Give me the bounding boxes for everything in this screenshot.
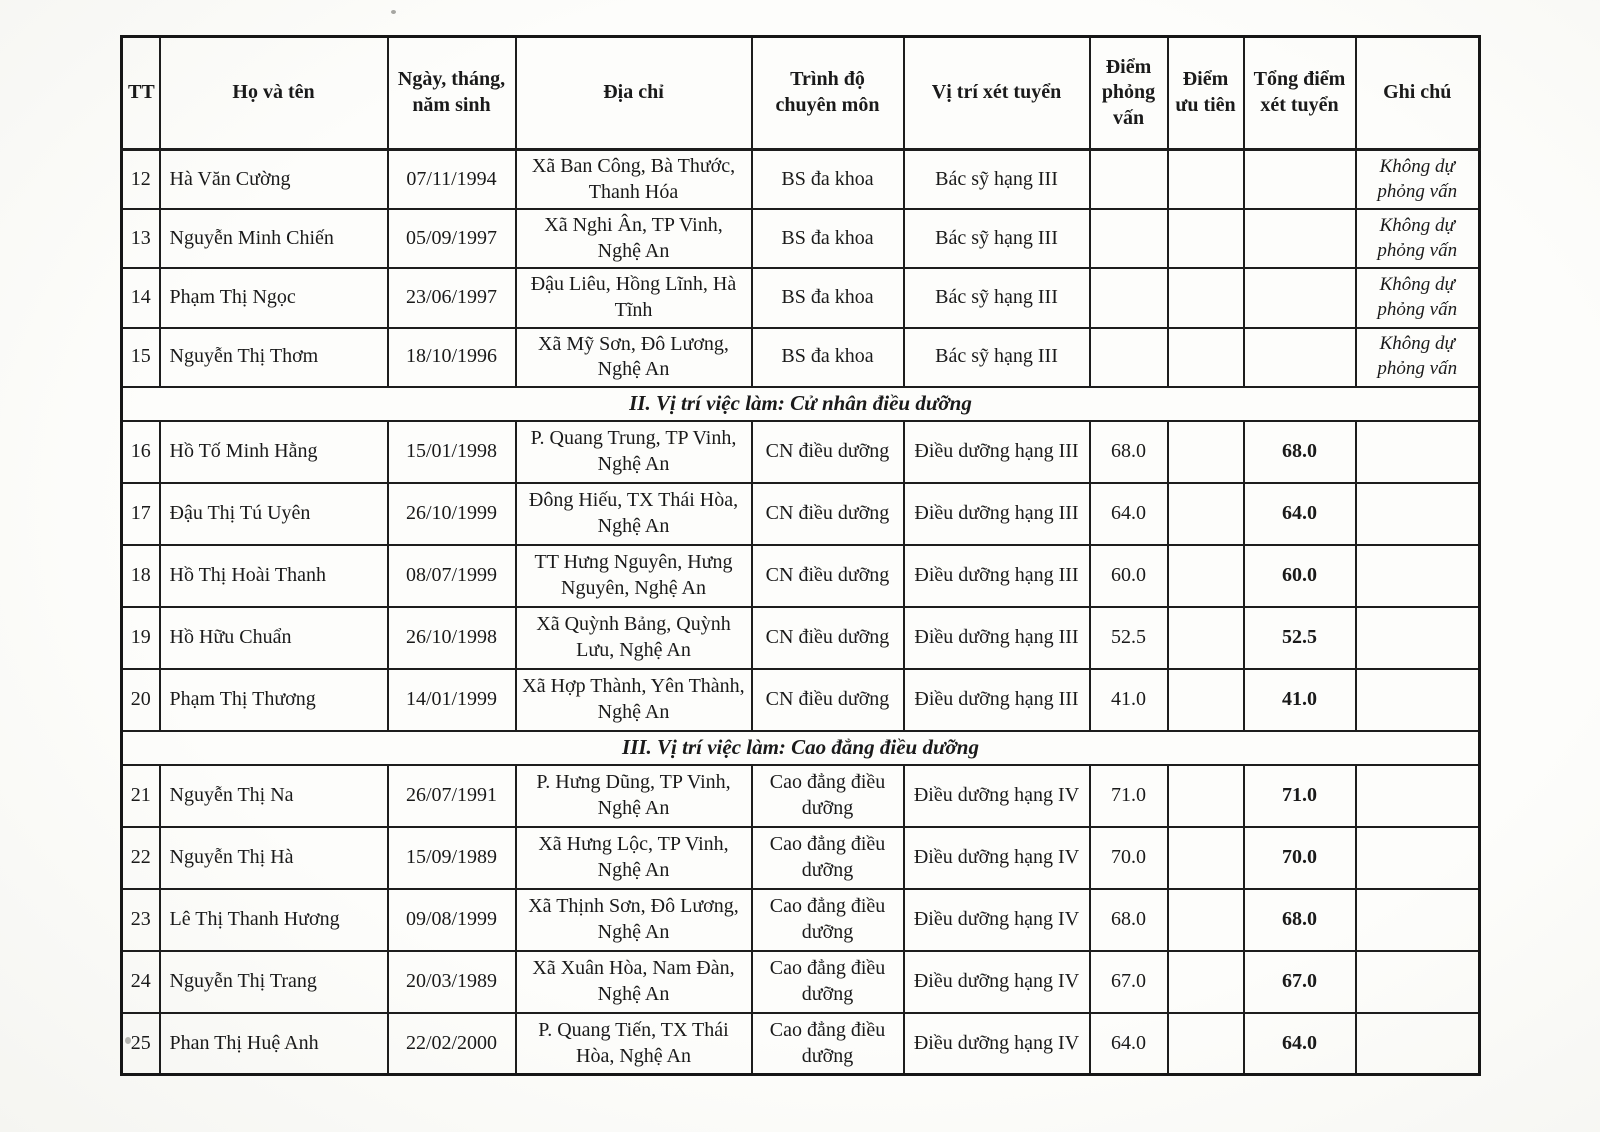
candidate-results-table bbox=[120, 35, 1481, 1076]
cell-dob: 09/08/1999 bbox=[388, 889, 516, 951]
cell-dob: 08/07/1999 bbox=[388, 545, 516, 607]
cell-qualification: CN điều dưỡng bbox=[752, 607, 904, 669]
cell-position: Điều dưỡng hạng III bbox=[904, 607, 1090, 669]
cell-position: Điều dưỡng hạng IV bbox=[904, 1013, 1090, 1075]
cell-name: Lê Thị Thanh Hương bbox=[160, 889, 388, 951]
cell-address: P. Hưng Dũng, TP Vinh, Nghệ An bbox=[516, 765, 752, 827]
cell-qualification: BS đa khoa bbox=[752, 268, 904, 327]
cell-dob: 20/03/1989 bbox=[388, 951, 516, 1013]
cell-name: Nguyễn Thị Trang bbox=[160, 951, 388, 1013]
cell-priority-score bbox=[1168, 669, 1244, 731]
cell-qualification: BS đa khoa bbox=[752, 150, 904, 210]
cell-priority-score bbox=[1168, 268, 1244, 327]
cell-interview-score bbox=[1090, 150, 1168, 210]
cell-priority-score bbox=[1168, 209, 1244, 268]
cell-interview-score: 64.0 bbox=[1090, 1013, 1168, 1075]
col-header-dob: Ngày, tháng, năm sinh bbox=[388, 37, 516, 150]
table-row bbox=[122, 669, 1480, 731]
section-header: II. Vị trí việc làm: Cử nhân điều dưỡng bbox=[122, 387, 1480, 421]
cell-name: Nguyễn Minh Chiến bbox=[160, 209, 388, 268]
cell-qualification: Cao đẳng điều dưỡng bbox=[752, 1013, 904, 1075]
cell-interview-score bbox=[1090, 328, 1168, 387]
cell-tt: 15 bbox=[122, 328, 160, 387]
cell-qualification: Cao đẳng điều dưỡng bbox=[752, 951, 904, 1013]
cell-position: Điều dưỡng hạng III bbox=[904, 421, 1090, 483]
col-header-address: Địa chỉ bbox=[516, 37, 752, 150]
cell-note bbox=[1356, 421, 1480, 483]
cell-total-score: 64.0 bbox=[1244, 483, 1356, 545]
cell-total-score bbox=[1244, 328, 1356, 387]
col-header-qualification: Trình độ chuyên môn bbox=[752, 37, 904, 150]
col-header-position: Vị trí xét tuyển bbox=[904, 37, 1090, 150]
cell-position: Bác sỹ hạng III bbox=[904, 150, 1090, 210]
cell-name: Hồ Tố Minh Hằng bbox=[160, 421, 388, 483]
cell-interview-score: 41.0 bbox=[1090, 669, 1168, 731]
cell-qualification: CN điều dưỡng bbox=[752, 421, 904, 483]
cell-position: Điều dưỡng hạng III bbox=[904, 545, 1090, 607]
cell-total-score: 41.0 bbox=[1244, 669, 1356, 731]
cell-interview-score: 67.0 bbox=[1090, 951, 1168, 1013]
cell-priority-score bbox=[1168, 1013, 1244, 1075]
cell-address: TT Hưng Nguyên, Hưng Nguyên, Nghệ An bbox=[516, 545, 752, 607]
cell-qualification: BS đa khoa bbox=[752, 328, 904, 387]
cell-note: Không dự phỏng vấn bbox=[1356, 268, 1480, 327]
cell-address: Xã Hợp Thành, Yên Thành, Nghệ An bbox=[516, 669, 752, 731]
cell-position: Điều dưỡng hạng IV bbox=[904, 889, 1090, 951]
cell-position: Điều dưỡng hạng IV bbox=[904, 951, 1090, 1013]
table-row bbox=[122, 328, 1480, 387]
cell-address: Xã Quỳnh Bảng, Quỳnh Lưu, Nghệ An bbox=[516, 607, 752, 669]
table-row bbox=[122, 1013, 1480, 1075]
cell-total-score: 68.0 bbox=[1244, 421, 1356, 483]
cell-total-score: 67.0 bbox=[1244, 951, 1356, 1013]
table-row bbox=[122, 827, 1480, 889]
cell-dob: 14/01/1999 bbox=[388, 669, 516, 731]
cell-dob: 22/02/2000 bbox=[388, 1013, 516, 1075]
cell-total-score bbox=[1244, 150, 1356, 210]
col-header-priority-score: Điểm ưu tiên bbox=[1168, 37, 1244, 150]
cell-qualification: CN điều dưỡng bbox=[752, 669, 904, 731]
table-row bbox=[122, 545, 1480, 607]
cell-position: Điều dưỡng hạng III bbox=[904, 483, 1090, 545]
cell-name: Phạm Thị Thương bbox=[160, 669, 388, 731]
cell-dob: 23/06/1997 bbox=[388, 268, 516, 327]
table-row bbox=[122, 268, 1480, 327]
cell-priority-score bbox=[1168, 545, 1244, 607]
col-header-tt: TT bbox=[122, 37, 160, 150]
cell-note bbox=[1356, 483, 1480, 545]
cell-address: P. Quang Tiến, TX Thái Hòa, Nghệ An bbox=[516, 1013, 752, 1075]
cell-dob: 15/01/1998 bbox=[388, 421, 516, 483]
cell-position: Điều dưỡng hạng IV bbox=[904, 765, 1090, 827]
cell-name: Phạm Thị Ngọc bbox=[160, 268, 388, 327]
cell-dob: 15/09/1989 bbox=[388, 827, 516, 889]
cell-address: Xã Nghi Ân, TP Vinh, Nghệ An bbox=[516, 209, 752, 268]
cell-dob: 07/11/1994 bbox=[388, 150, 516, 210]
table-row bbox=[122, 889, 1480, 951]
cell-address: Xã Hưng Lộc, TP Vinh, Nghệ An bbox=[516, 827, 752, 889]
section-header-row bbox=[122, 387, 1480, 421]
cell-name: Nguyễn Thị Hà bbox=[160, 827, 388, 889]
cell-interview-score bbox=[1090, 268, 1168, 327]
cell-position: Điều dưỡng hạng III bbox=[904, 669, 1090, 731]
cell-total-score: 70.0 bbox=[1244, 827, 1356, 889]
cell-qualification: Cao đẳng điều dưỡng bbox=[752, 889, 904, 951]
cell-priority-score bbox=[1168, 765, 1244, 827]
cell-priority-score bbox=[1168, 421, 1244, 483]
header-row bbox=[122, 37, 1480, 150]
cell-address: Đậu Liêu, Hồng Lĩnh, Hà Tĩnh bbox=[516, 268, 752, 327]
cell-priority-score bbox=[1168, 150, 1244, 210]
cell-interview-score: 60.0 bbox=[1090, 545, 1168, 607]
cell-total-score: 52.5 bbox=[1244, 607, 1356, 669]
cell-tt: 24 bbox=[122, 951, 160, 1013]
cell-address: Đông Hiếu, TX Thái Hòa, Nghệ An bbox=[516, 483, 752, 545]
cell-dob: 18/10/1996 bbox=[388, 328, 516, 387]
cell-dob: 26/10/1998 bbox=[388, 607, 516, 669]
cell-position: Bác sỹ hạng III bbox=[904, 268, 1090, 327]
cell-name: Hồ Thị Hoài Thanh bbox=[160, 545, 388, 607]
cell-qualification: Cao đẳng điều dưỡng bbox=[752, 827, 904, 889]
cell-position: Điều dưỡng hạng IV bbox=[904, 827, 1090, 889]
table-row bbox=[122, 421, 1480, 483]
cell-dob: 05/09/1997 bbox=[388, 209, 516, 268]
cell-address: Xã Mỹ Sơn, Đô Lương, Nghệ An bbox=[516, 328, 752, 387]
section-header: III. Vị trí việc làm: Cao đẳng điều dưỡng bbox=[122, 731, 1480, 765]
cell-total-score: 60.0 bbox=[1244, 545, 1356, 607]
cell-total-score: 68.0 bbox=[1244, 889, 1356, 951]
cell-interview-score: 64.0 bbox=[1090, 483, 1168, 545]
cell-note bbox=[1356, 951, 1480, 1013]
cell-tt: 19 bbox=[122, 607, 160, 669]
cell-interview-score: 52.5 bbox=[1090, 607, 1168, 669]
table-row bbox=[122, 607, 1480, 669]
cell-note bbox=[1356, 889, 1480, 951]
cell-note: Không dự phỏng vấn bbox=[1356, 328, 1480, 387]
scan-artifact-dot bbox=[391, 10, 396, 14]
cell-tt: 20 bbox=[122, 669, 160, 731]
cell-note bbox=[1356, 607, 1480, 669]
cell-tt: 14 bbox=[122, 268, 160, 327]
cell-note bbox=[1356, 827, 1480, 889]
cell-interview-score: 68.0 bbox=[1090, 421, 1168, 483]
cell-address: Xã Ban Công, Bà Thước, Thanh Hóa bbox=[516, 150, 752, 210]
cell-tt: 13 bbox=[122, 209, 160, 268]
cell-note bbox=[1356, 1013, 1480, 1075]
cell-dob: 26/10/1999 bbox=[388, 483, 516, 545]
cell-priority-score bbox=[1168, 951, 1244, 1013]
cell-address: P. Quang Trung, TP Vinh, Nghệ An bbox=[516, 421, 752, 483]
cell-total-score bbox=[1244, 209, 1356, 268]
table-row bbox=[122, 951, 1480, 1013]
cell-priority-score bbox=[1168, 328, 1244, 387]
section-header-row bbox=[122, 731, 1480, 765]
cell-priority-score bbox=[1168, 607, 1244, 669]
table-row bbox=[122, 209, 1480, 268]
cell-total-score: 71.0 bbox=[1244, 765, 1356, 827]
cell-name: Nguyễn Thị Na bbox=[160, 765, 388, 827]
cell-position: Bác sỹ hạng III bbox=[904, 328, 1090, 387]
cell-qualification: BS đa khoa bbox=[752, 209, 904, 268]
cell-priority-score bbox=[1168, 889, 1244, 951]
cell-note: Không dự phỏng vấn bbox=[1356, 150, 1480, 210]
cell-note bbox=[1356, 669, 1480, 731]
cell-tt: 18 bbox=[122, 545, 160, 607]
cell-name: Hà Văn Cường bbox=[160, 150, 388, 210]
cell-tt: 16 bbox=[122, 421, 160, 483]
cell-tt: 21 bbox=[122, 765, 160, 827]
cell-name: Hồ Hữu Chuẩn bbox=[160, 607, 388, 669]
cell-dob: 26/07/1991 bbox=[388, 765, 516, 827]
cell-name: Phan Thị Huệ Anh bbox=[160, 1013, 388, 1075]
table-row bbox=[122, 765, 1480, 827]
cell-tt: 17 bbox=[122, 483, 160, 545]
cell-note bbox=[1356, 545, 1480, 607]
cell-note: Không dự phỏng vấn bbox=[1356, 209, 1480, 268]
cell-name: Nguyễn Thị Thơm bbox=[160, 328, 388, 387]
cell-qualification: CN điều dưỡng bbox=[752, 483, 904, 545]
cell-tt: 12 bbox=[122, 150, 160, 210]
cell-address: Xã Xuân Hòa, Nam Đàn, Nghệ An bbox=[516, 951, 752, 1013]
cell-qualification: CN điều dưỡng bbox=[752, 545, 904, 607]
cell-qualification: Cao đẳng điều dưỡng bbox=[752, 765, 904, 827]
col-header-note: Ghi chú bbox=[1356, 37, 1480, 150]
cell-priority-score bbox=[1168, 483, 1244, 545]
cell-total-score bbox=[1244, 268, 1356, 327]
table-row bbox=[122, 483, 1480, 545]
table-row bbox=[122, 150, 1480, 210]
cell-tt: 23 bbox=[122, 889, 160, 951]
cell-name: Đậu Thị Tú Uyên bbox=[160, 483, 388, 545]
cell-interview-score: 70.0 bbox=[1090, 827, 1168, 889]
col-header-total-score: Tổng điểm xét tuyển bbox=[1244, 37, 1356, 150]
cell-tt: 22 bbox=[122, 827, 160, 889]
cell-interview-score bbox=[1090, 209, 1168, 268]
col-header-interview-score: Điểm phỏng vấn bbox=[1090, 37, 1168, 150]
cell-tt: 25 bbox=[122, 1013, 160, 1075]
col-header-name: Họ và tên bbox=[160, 37, 388, 150]
cell-interview-score: 68.0 bbox=[1090, 889, 1168, 951]
cell-priority-score bbox=[1168, 827, 1244, 889]
cell-address: Xã Thịnh Sơn, Đô Lương, Nghệ An bbox=[516, 889, 752, 951]
cell-total-score: 64.0 bbox=[1244, 1013, 1356, 1075]
cell-note bbox=[1356, 765, 1480, 827]
cell-position: Bác sỹ hạng III bbox=[904, 209, 1090, 268]
cell-interview-score: 71.0 bbox=[1090, 765, 1168, 827]
